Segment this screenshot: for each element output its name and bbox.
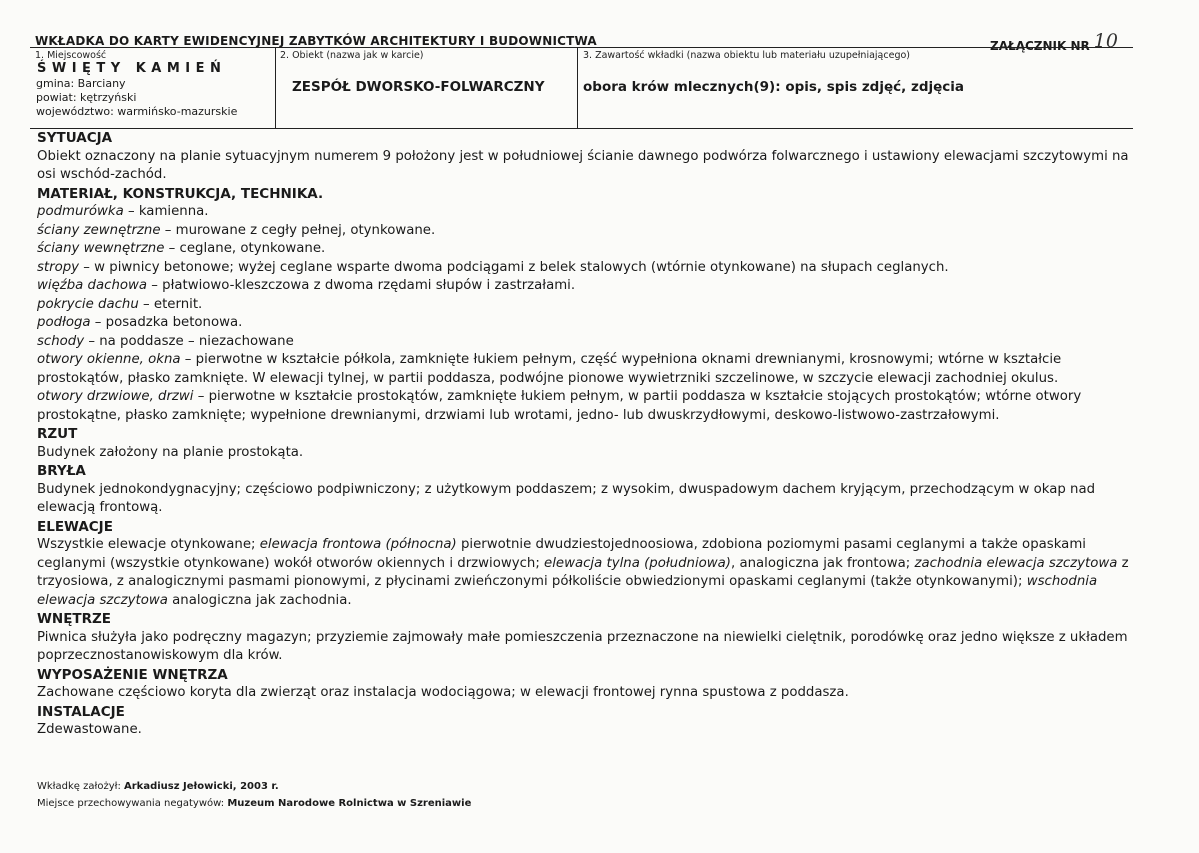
- elewacje-part: analogiczna jak zachodnia.: [167, 592, 352, 608]
- material-description: – eternit.: [138, 296, 203, 312]
- section-heading-bryla: BRYŁA: [37, 463, 86, 479]
- material-item: [37, 203, 1147, 222]
- content-cell: [578, 48, 1133, 128]
- elewacje-term: elewacja frontowa (północna): [259, 537, 457, 552]
- material-description: – płatwiowo-kleszczowa z dwoma rzędami słupów i zastrzałami.: [147, 278, 576, 293]
- footer: [37, 778, 471, 812]
- author-line: [37, 778, 471, 795]
- place-cell: [30, 48, 276, 128]
- content-label: 3. Zawartość wkładki (nazwa obiektu lub materiału uzupełniającego): [583, 50, 910, 61]
- instalacje-text: Zdewastowane.: [37, 722, 142, 737]
- material-description: – pierwotne w kształcie prostokątów, zamknięte łukiem pełnym, w partii poddasza w kształcie stojących prostokątów; wtórne otwory prostokątne, płasko zamknięte; wypełnione drewnianymi, drzwiami lub wrotami, jedno- lub dwuskrzydłowymi, deskowo-listwowo-zastrzałowymi.: [37, 389, 1082, 423]
- material-term: pokrycie dachu: [37, 296, 139, 312]
- place-label: 1. Miejscowość: [35, 50, 107, 61]
- document-body: [37, 129, 1147, 740]
- elewacje-term: elewacja tylna (południowa): [544, 555, 731, 571]
- wojewodztwo: województwo: warmińsko-mazurskie: [36, 105, 238, 118]
- material-term: otwory drzwiowe, drzwi: [37, 389, 194, 404]
- object-label: 2. Obiekt (nazwa jak w karcie): [280, 50, 424, 61]
- material-term: ściany wewnętrzne: [37, 241, 165, 256]
- section-heading-material: MATERIAŁ, KONSTRUKCJA, TECHNIKA.: [37, 185, 324, 202]
- material-item: [37, 222, 1147, 241]
- header-table: [30, 47, 1133, 129]
- place-name: ŚWIĘTY KAMIEŃ: [37, 61, 227, 76]
- material-term: ściany zewnętrzne: [37, 222, 161, 238]
- section-heading-wyposazenie: WYPOSAŻENIE WNĘTRZA: [37, 666, 228, 683]
- section-heading-rzut: RZUT: [37, 426, 78, 442]
- elewacje-part: Wszystkie elewacje otynkowane;: [37, 537, 260, 552]
- wnetrze-text: Piwnica służyła jako podręczny magazyn; przyziemie zajmowały małe pomieszczenia przeznaczone na niewielki cielętnik, porodówkę oraz jedno większe z układem poprzecznostanowiskowym dla krów.: [37, 629, 1128, 663]
- material-item: [37, 333, 1147, 352]
- gmina: gmina: Barciany: [36, 77, 126, 90]
- content-name: obora krów mlecznych(9): opis, spis zdjęć, zdjęcia: [583, 79, 964, 95]
- page-title: WKŁADKA DO KARTY EWIDENCYJNEJ ZABYTKÓW ARCHITEKTURY I BUDOWNICTWA: [35, 34, 597, 48]
- section-heading-instalacje: INSTALACJE: [37, 703, 125, 720]
- elewacje-text: [37, 536, 1147, 610]
- material-item: [37, 296, 1147, 315]
- material-item: [37, 314, 1147, 333]
- elewacje-term: wschodnia elewacja szczytowa: [37, 574, 1098, 608]
- material-list: [37, 203, 1147, 425]
- material-item: [37, 277, 1147, 296]
- material-item: [37, 351, 1147, 388]
- material-term: stropy: [37, 259, 80, 275]
- material-description: – kamienna.: [123, 204, 209, 219]
- storage-label: Miejsce przechowywania negatywów:: [37, 798, 228, 809]
- elewacje-part: z trzyosiowa, z analogicznymi pasmami pionowymi, z płycinami zwieńczonymi półkoliście obwiedzionymi opaskami ceglanymi (także otynkowanymi);: [37, 555, 1129, 589]
- author-label: Wkładkę założył:: [37, 781, 125, 792]
- material-description: – posadzka betonowa.: [90, 315, 243, 330]
- material-description: – pierwotne w kształcie półkola, zamknięte łukiem pełnym, część wypełniona oknami drewnianymi, krosnowymi; wtórne w kształcie prostokątów, płasko zamknięte. W elewacji tylnej, w partii poddasza, podwójne pionowe wywietrzniki szczelinowe, w szczycie elewacji zachodniej okulus.: [37, 352, 1062, 386]
- object-cell: [275, 48, 578, 128]
- material-description: – ceglane, otynkowane.: [164, 241, 326, 256]
- section-heading-wnetrze: WNĘTRZE: [37, 611, 112, 627]
- material-term: schody: [37, 333, 85, 349]
- material-term: otwory okienne, okna: [37, 352, 181, 367]
- bryla-text: Budynek jednokondygnacyjny; częściowo podpiwniczony; z użytkowym poddaszem; z wysokim, dwuspadowym dachem kryjącym, przechodzącym w okap nad elewacją frontową.: [37, 481, 1096, 515]
- material-term: podmurówka: [37, 204, 124, 219]
- wyposazenie-text: Zachowane częściowo koryta dla zwierząt oraz instalacja wodociągowa; w elewacji frontowej rynna spustowa z poddasza.: [37, 685, 849, 700]
- elewacje-term: zachodnia elewacja szczytowa: [914, 555, 1118, 571]
- object-name: ZESPÓŁ DWORSKO-FOLWARCZNY: [292, 79, 545, 95]
- material-term: więźba dachowa: [37, 278, 148, 293]
- elewacje-part: , analogiczna jak frontowa;: [731, 555, 915, 571]
- material-item: [37, 388, 1147, 425]
- material-item: [37, 259, 1147, 278]
- material-term: podłoga: [37, 315, 91, 330]
- material-description: – na poddasze – niezachowane: [84, 333, 294, 349]
- storage-line: [37, 795, 471, 812]
- section-heading-sytuacja: SYTUACJA: [37, 130, 113, 146]
- material-description: – w piwnicy betonowe; wyżej ceglane wsparte dwoma podciągami z belek stalowych (wtórnie otynkowane) na słupach ceglanych.: [79, 259, 949, 275]
- material-description: – murowane z cegły pełnej, otynkowane.: [160, 222, 436, 238]
- powiat: powiat: kętrzyński: [36, 91, 137, 104]
- annex-label: ZAŁĄCZNIK NR: [990, 39, 1090, 53]
- storage-place: Muzeum Narodowe Rolnictwa w Szreniawie: [227, 798, 472, 809]
- rzut-text: Budynek założony na planie prostokąta.: [37, 444, 304, 460]
- sytuacja-text: Obiekt oznaczony na planie sytuacyjnym numerem 9 położony jest w południowej ścianie dawnego podwórza folwarcznego i ustawiony elewacjami szczytowymi na osi wschód-zachód.: [37, 148, 1129, 182]
- section-heading-elewacje: ELEWACJE: [37, 518, 113, 535]
- elewacje-part: pierwotnie dwudziestojednoosiowa, zdobiona poziomymi pasami ceglanymi a także opaskami ceglanymi (wszystkie otynkowane) wokół otworów okiennych i drzwiowych;: [37, 537, 1086, 571]
- annex-handwritten-number: 10: [1093, 30, 1118, 52]
- author-name: Arkadiusz Jełowicki, 2003 r.: [124, 781, 279, 792]
- material-item: [37, 240, 1147, 259]
